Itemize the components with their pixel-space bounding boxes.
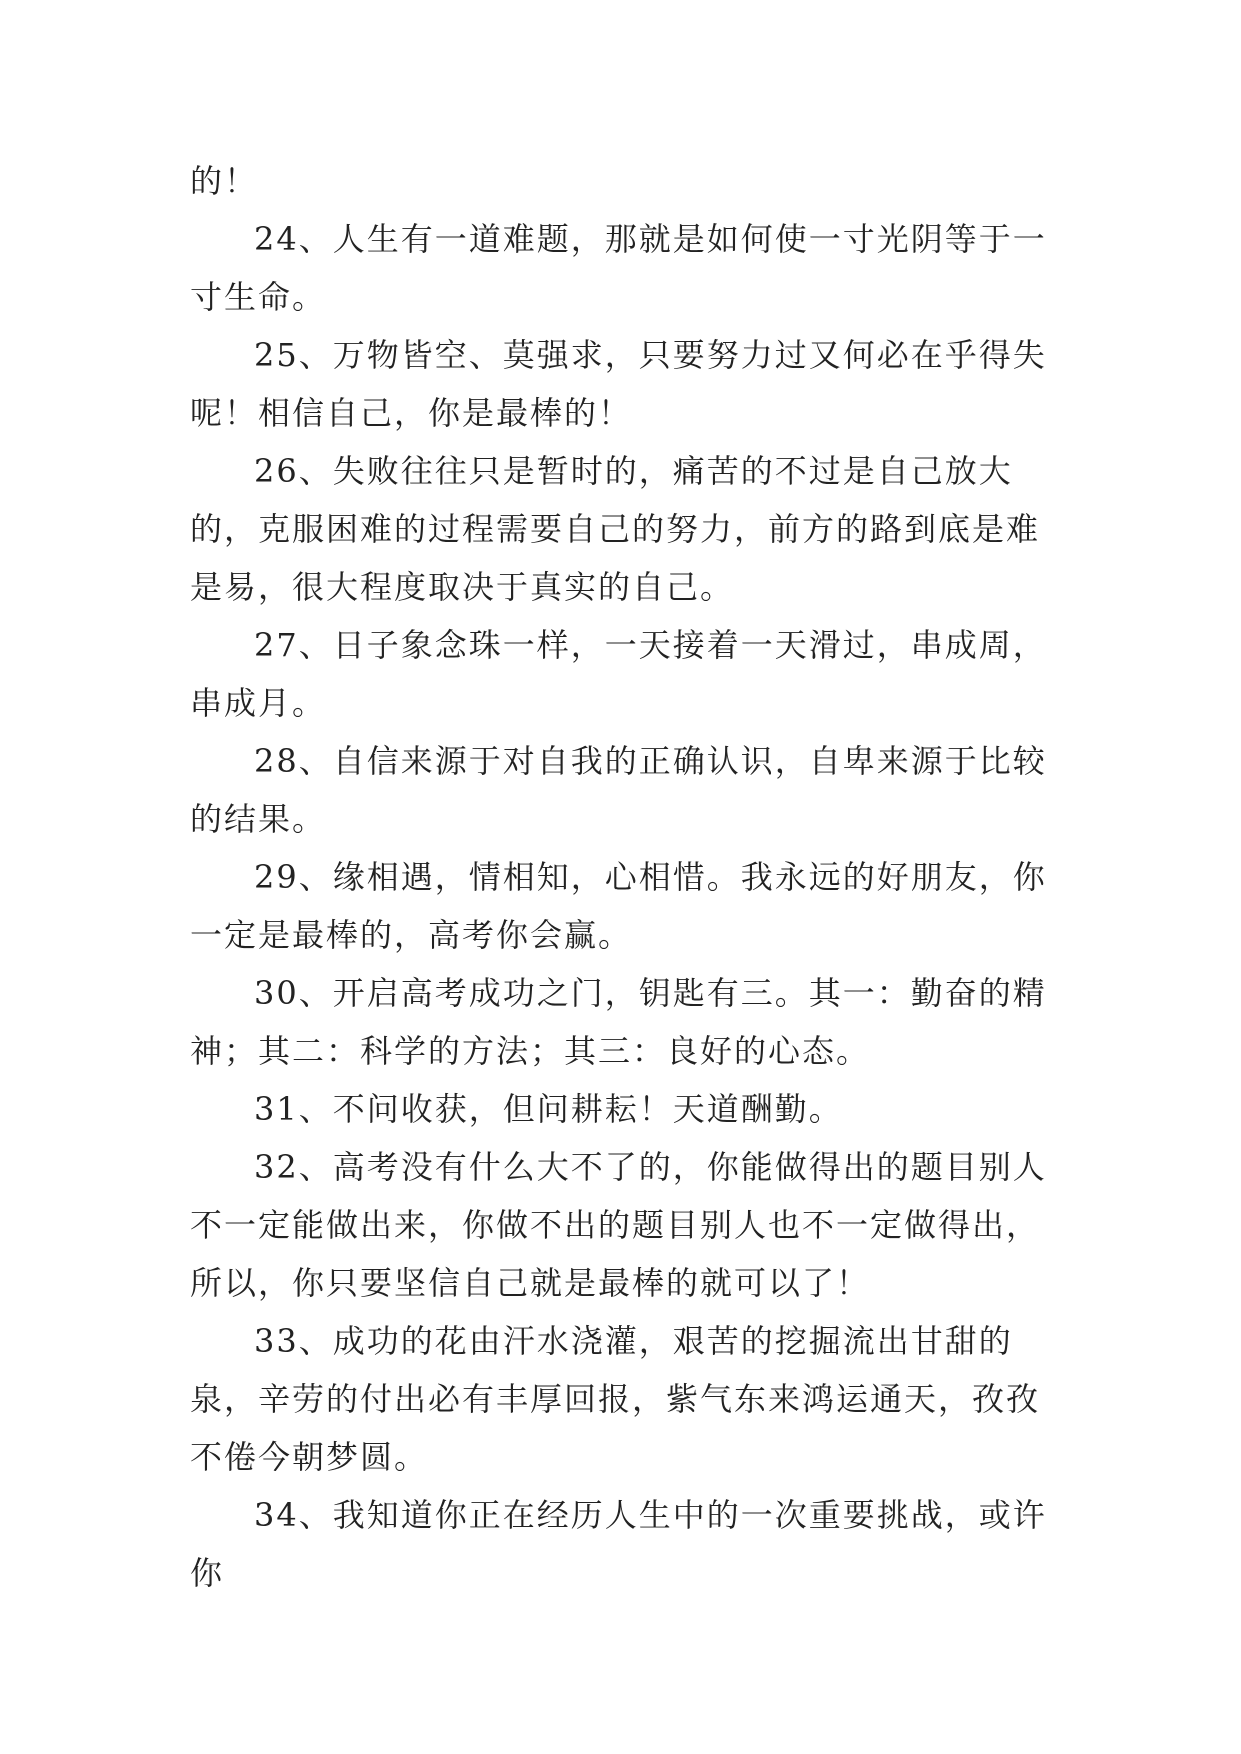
paragraph-24: 24、人生有一道难题，那就是如何使一寸光阴等于一寸生命。 (190, 220, 1047, 316)
paragraph-continuation: 的！ (190, 162, 259, 200)
paragraph-32: 32、高考没有什么大不了的，你能做得出的题目别人不一定能做出来，你做不出的题目别人也不一定做得出，所以，你只要坚信自己就是最棒的就可以了！ (190, 1148, 1047, 1302)
paragraph-29: 29、缘相遇，情相知，心相惜。我永远的好朋友，你一定是最棒的，高考你会赢。 (190, 858, 1047, 954)
paragraph-30: 30、开启高考成功之门，钥匙有三。其一：勤奋的精神；其二：科学的方法；其三：良好的心态。 (190, 974, 1047, 1070)
paragraph-25: 25、万物皆空、莫强求，只要努力过又何必在乎得失呢！相信自己，你是最棒的！ (190, 336, 1047, 432)
paragraph-33: 33、成功的花由汗水浇灌，艰苦的挖掘流出甘甜的泉，辛劳的付出必有丰厚回报，紫气东来鸿运通天，孜孜不倦今朝梦圆。 (190, 1322, 1041, 1476)
paragraph-27: 27、日子象念珠一样，一天接着一天滑过，串成周，串成月。 (190, 626, 1047, 722)
paragraph-26: 26、失败往往只是暂时的，痛苦的不过是自己放大的，克服困难的过程需要自己的努力，前方的路到底是难是易，很大程度取决于真实的自己。 (190, 452, 1041, 606)
paragraph-28: 28、自信来源于对自我的正确认识，自卑来源于比较的结果。 (190, 742, 1047, 838)
paragraph-31: 31、不问收获，但问耕耘！天道酬勤。 (254, 1090, 843, 1128)
paragraph-34: 34、我知道你正在经历人生中的一次重要挑战，或许你 (190, 1496, 1047, 1592)
document-body (190, 152, 1070, 1602)
